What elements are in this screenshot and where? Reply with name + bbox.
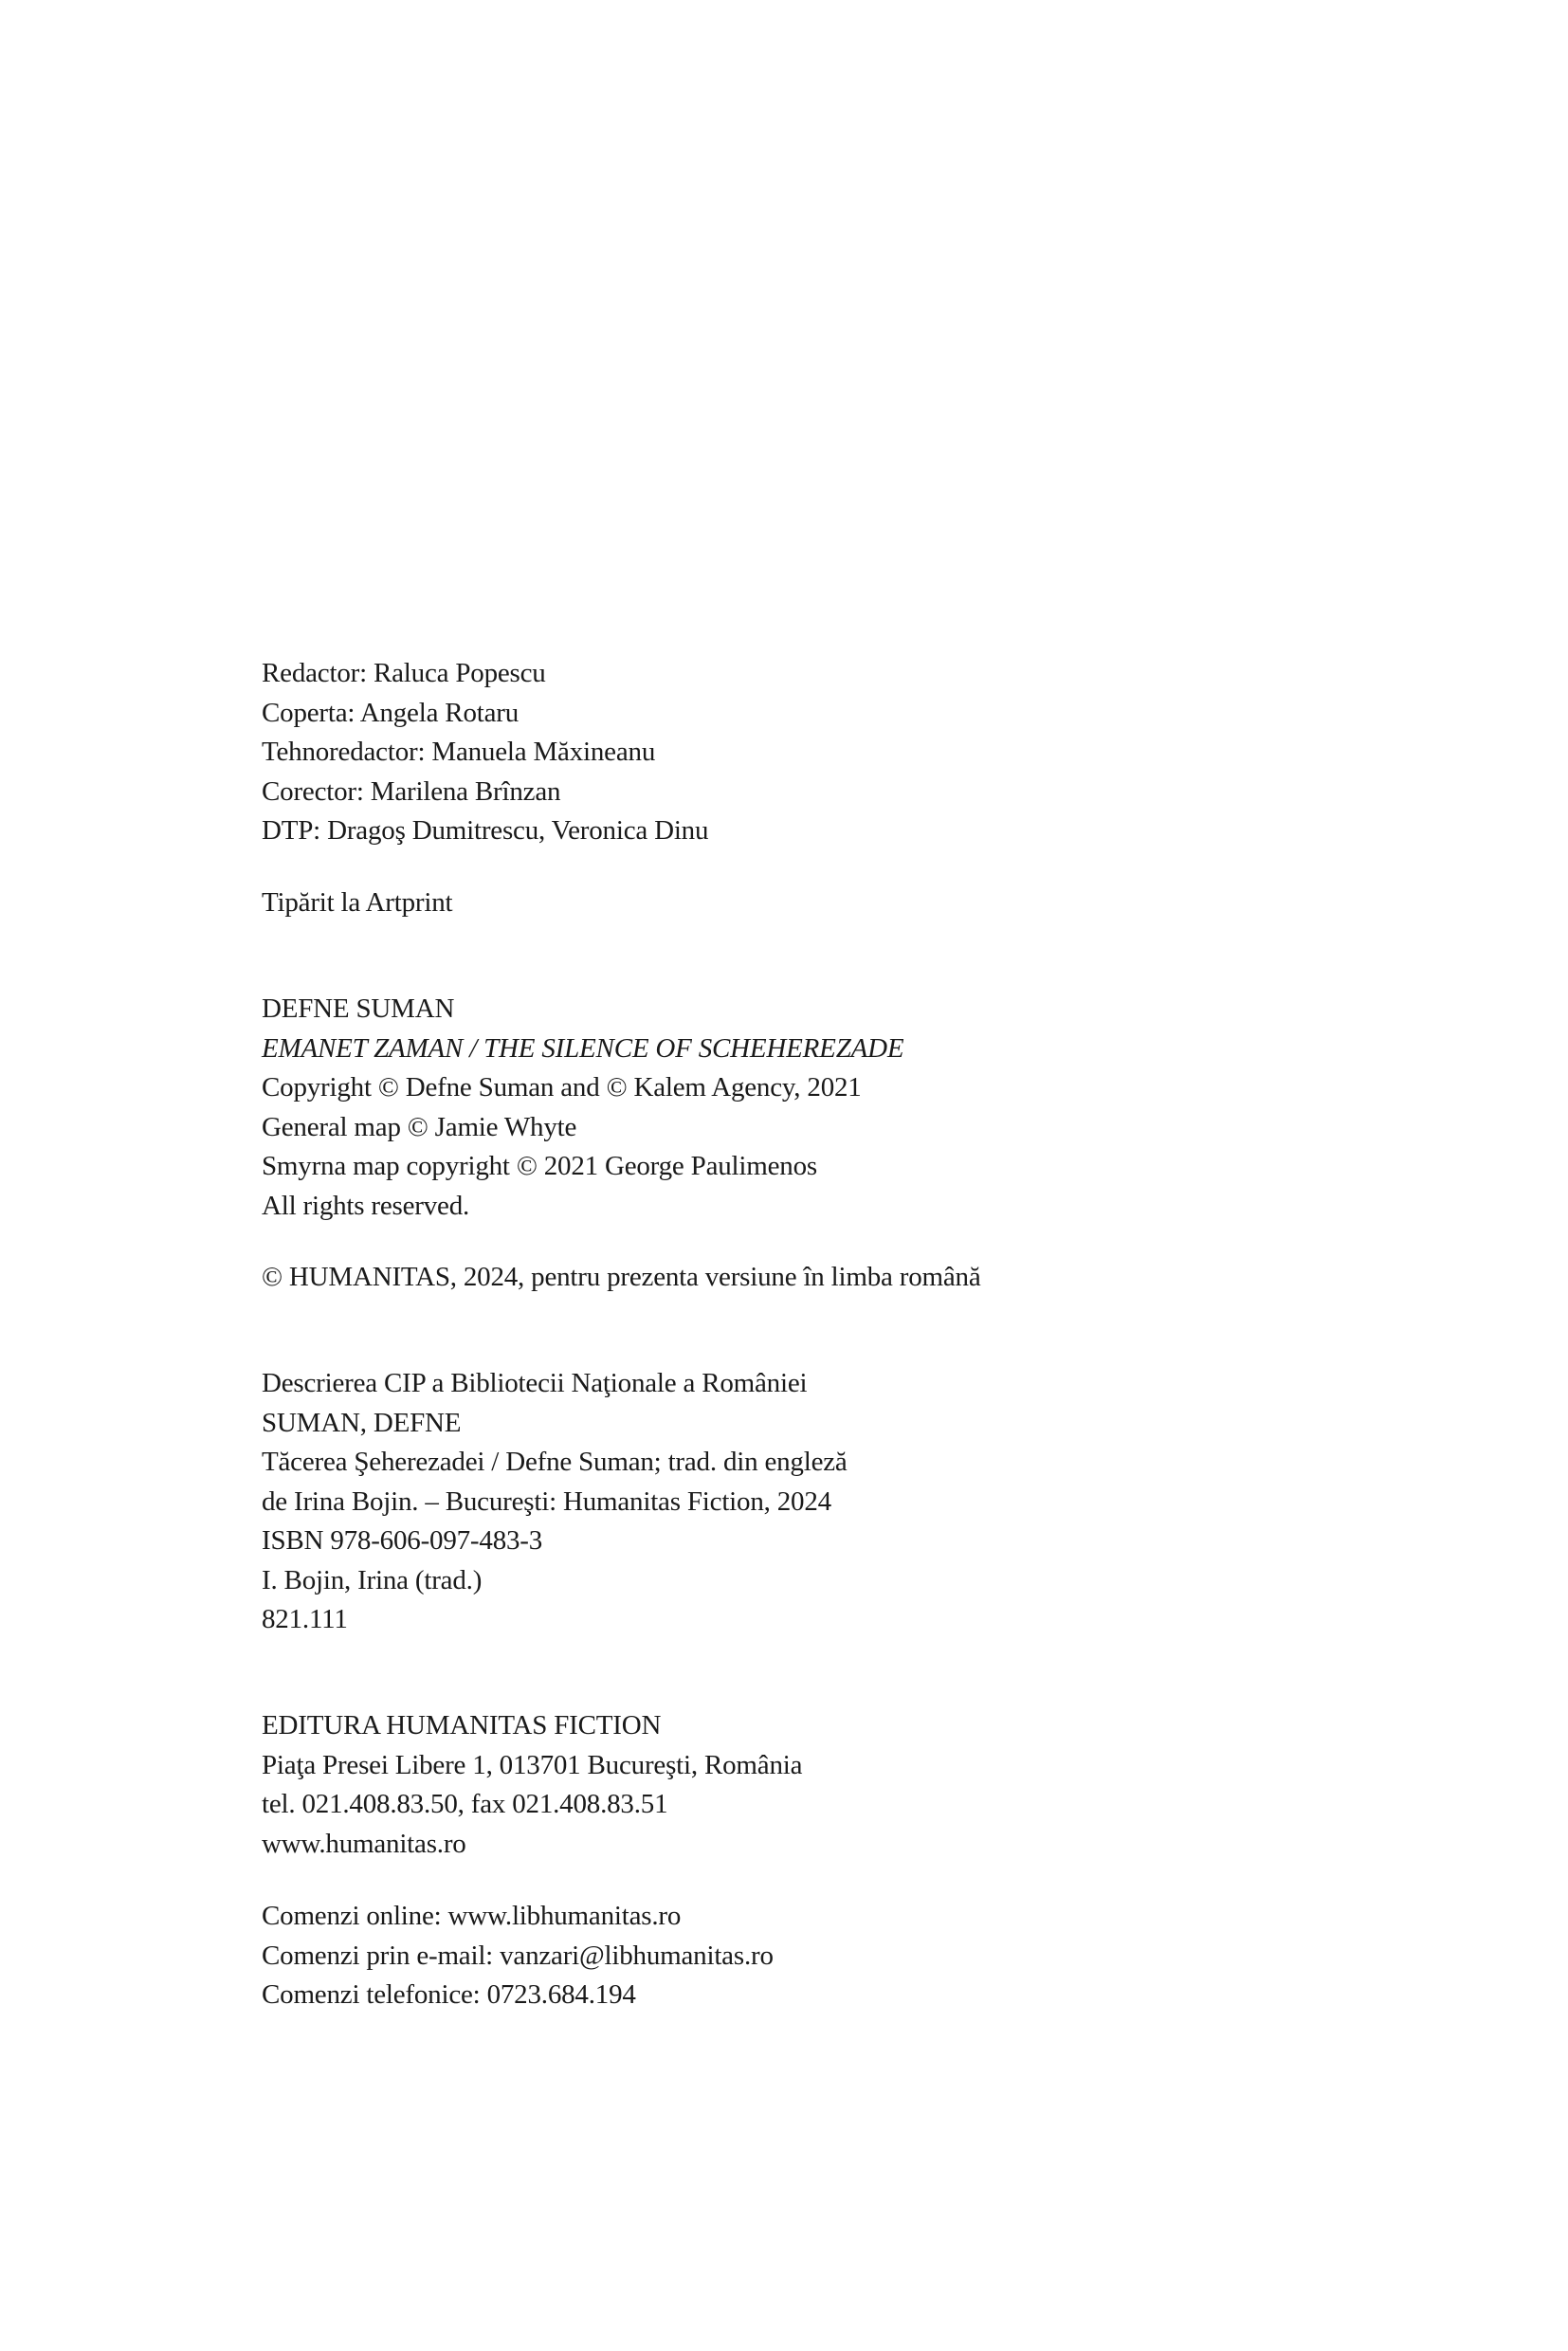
credit-editor: Redactor: Raluca Popescu — [262, 658, 546, 688]
orders-block — [262, 1897, 774, 2015]
publisher-phone: tel. 021.408.83.50, fax 021.408.83.51 — [262, 1789, 668, 1819]
rights-line: All rights reserved. — [262, 1190, 470, 1221]
author-name: DEFNE SUMAN — [262, 993, 455, 1024]
printer-block — [262, 884, 452, 923]
rights-block — [262, 990, 903, 1226]
original-title: EMANET ZAMAN / THE SILENCE OF SCHEHEREZADE — [262, 1032, 904, 1064]
publisher-name: EDITURA HUMANITAS FICTION — [262, 1710, 662, 1740]
romanian-rights-line: © HUMANITAS, 2024, pentru prezenta versiune în limba română — [262, 1262, 981, 1292]
cip-block — [262, 1364, 848, 1640]
credit-proofreader: Corector: Marilena Brînzan — [262, 775, 561, 807]
rights-line: General map © Jamie Whyte — [262, 1111, 577, 1142]
credit-typesetter: Tehnoredactor: Manuela Măxineanu — [262, 737, 656, 767]
cip-line: de Irina Bojin. – Bucureşti: Humanitas Fiction, 2024 — [262, 1485, 831, 1517]
publisher-address: Piaţa Presei Libere 1, 013701 Bucureşti, România — [262, 1749, 803, 1780]
credit-cover: Coperta: Angela Rotaru — [262, 697, 520, 728]
cip-line: Tăcerea Şeherezadei / Defne Suman; trad. din engleză — [262, 1447, 848, 1477]
orders-phone: Comenzi telefonice: 0723.684.194 — [262, 1979, 636, 2010]
printer-line: Tipărit la Artprint — [262, 887, 453, 918]
romanian-rights-block — [262, 1258, 981, 1298]
cip-isbn: ISBN 978-606-097-483-3 — [262, 1525, 543, 1556]
orders-online: Comenzi online: www.libhumanitas.ro — [262, 1901, 682, 1931]
credit-dtp: DTP: Dragoş Dumitrescu, Veronica Dinu — [262, 815, 709, 846]
rights-line: Copyright © Defne Suman and © Kalem Agency, 2021 — [262, 1072, 862, 1103]
credits-block — [262, 654, 708, 851]
publisher-block — [262, 1706, 802, 1864]
cip-line: 821.111 — [262, 1604, 348, 1634]
cip-line: SUMAN, DEFNE — [262, 1407, 462, 1438]
orders-email: Comenzi prin e-mail: vanzari@libhumanitas.ro — [262, 1940, 774, 1971]
cip-line: I. Bojin, Irina (trad.) — [262, 1564, 483, 1595]
publisher-website-link[interactable]: www.humanitas.ro — [262, 1828, 466, 1859]
rights-line: Smyrna map copyright © 2021 George Paulimenos — [262, 1151, 817, 1181]
cip-line: Descrierea CIP a Bibliotecii Naţionale a României — [262, 1368, 808, 1398]
